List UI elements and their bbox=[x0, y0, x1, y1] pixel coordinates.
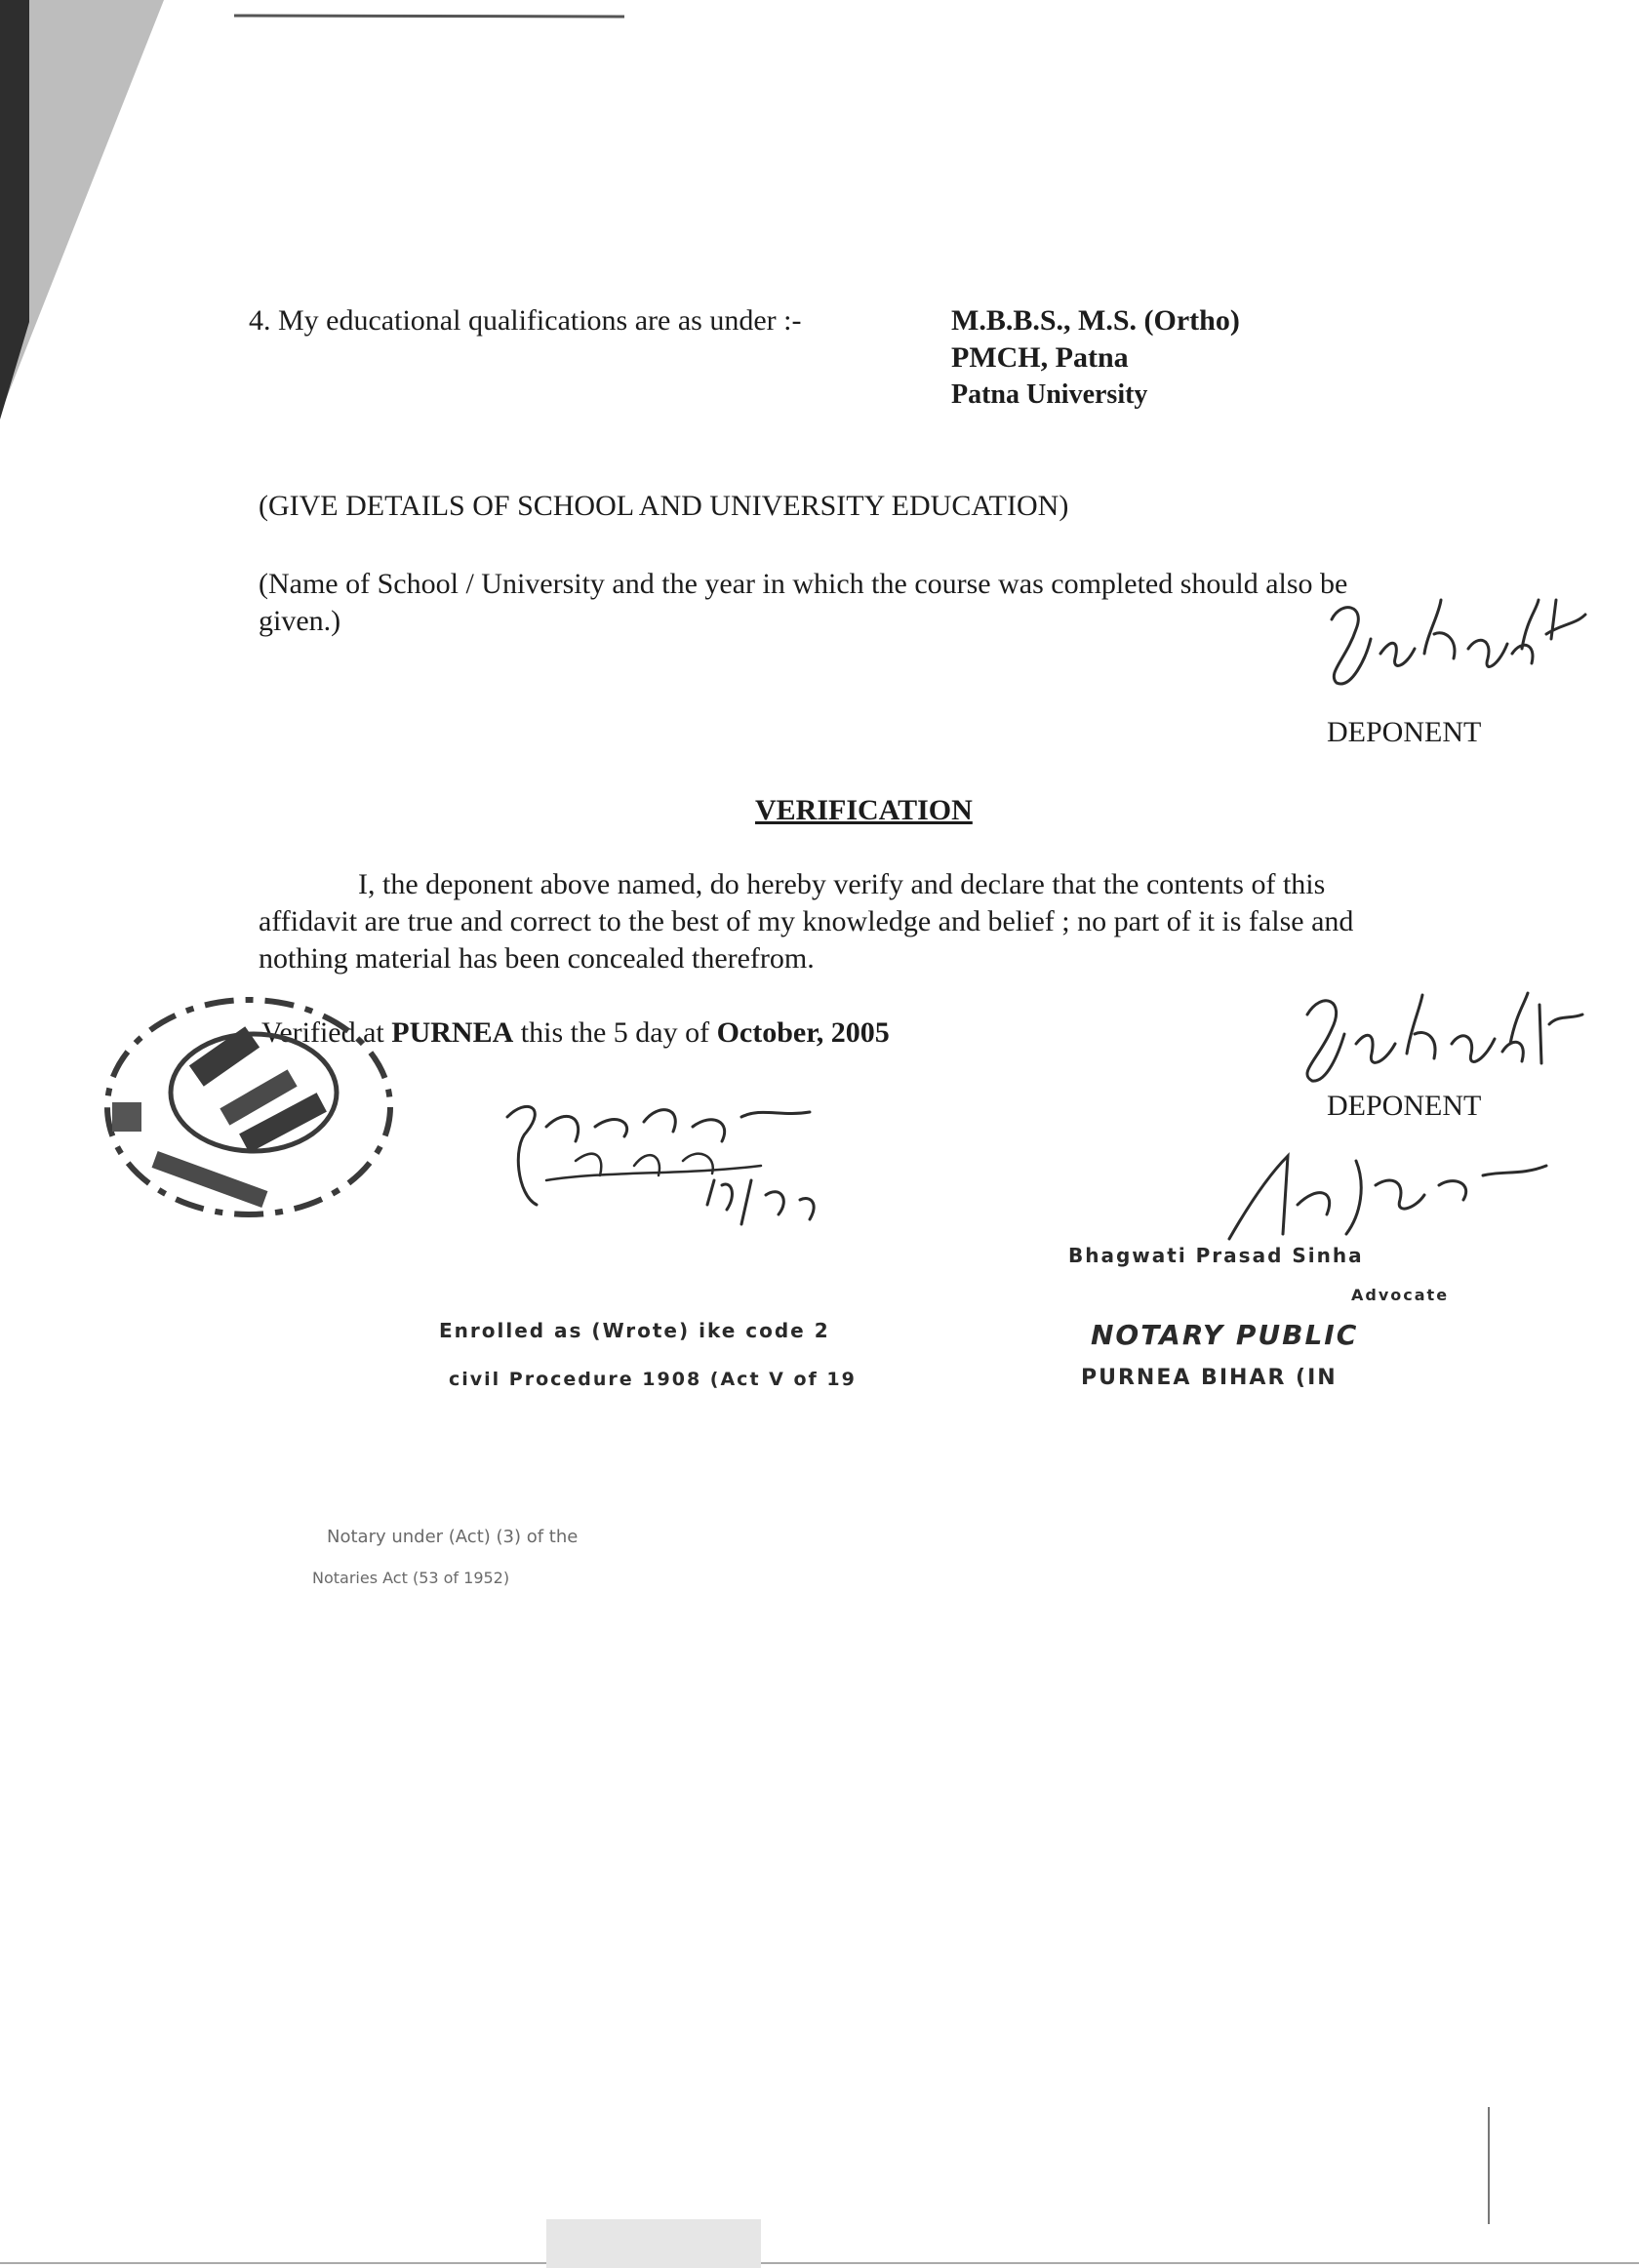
notary-stamp-title: Advocate bbox=[1351, 1286, 1450, 1304]
verification-para-line3: nothing material has been concealed therefrom. bbox=[259, 942, 815, 975]
scan-bottom-line bbox=[0, 2261, 1639, 2267]
verified-place: PURNEA bbox=[391, 1016, 514, 1049]
scan-corner-shadow bbox=[0, 0, 166, 419]
notary-stamp-name: Bhagwati Prasad Sinha bbox=[1068, 1244, 1364, 1267]
deponent-label-1: DEPONENT bbox=[1327, 716, 1482, 748]
qualification-college: PMCH, Patna bbox=[951, 341, 1129, 374]
notary-stamp-line1: NOTARY PUBLIC bbox=[1091, 1319, 1359, 1351]
verified-date-middle: this the 5 day of bbox=[513, 1016, 717, 1049]
identifier-stamp-line2: civil Procedure 1908 (Act V of 19 bbox=[449, 1369, 857, 1390]
qualification-university: Patna University bbox=[951, 379, 1148, 410]
identifier-stamp-line1: Enrolled as (Wrote) ike code 2 bbox=[439, 1319, 830, 1342]
instruction-line: (Name of School / University and the year in which the course was completed should also be bbox=[259, 568, 1348, 600]
lower-stamp-line1: Notary under (Act) (3) of the bbox=[327, 1527, 579, 1547]
instruction-heading: (GIVE DETAILS OF SCHOOL AND UNIVERSITY EDUCATION) bbox=[259, 490, 1069, 522]
notary-stamp-line2: PURNEA BIHAR (IN bbox=[1081, 1366, 1338, 1390]
verified-prefix: Verified at bbox=[261, 1016, 392, 1049]
item4-label: 4. My educational qualifications are as under :- bbox=[249, 304, 802, 337]
deponent-signature-1 bbox=[1312, 580, 1595, 688]
deponent-label-2: DEPONENT bbox=[1327, 1090, 1482, 1122]
scan-bottom-smudge bbox=[546, 2200, 761, 2268]
verification-para-line1: I, the deponent above named, do hereby verify and declare that the contents of this bbox=[358, 868, 1326, 900]
scan-right-line bbox=[1487, 2107, 1493, 2224]
deponent-signature-2 bbox=[1278, 975, 1590, 1083]
lower-stamp-line2: Notaries Act (53 of 1952) bbox=[312, 1569, 510, 1587]
instruction-line-end: given.) bbox=[259, 605, 341, 637]
identifier-signature bbox=[488, 1088, 898, 1263]
verified-month-year: October, 2005 bbox=[716, 1016, 890, 1049]
notary-signature bbox=[1210, 1146, 1561, 1253]
verification-heading: VERIFICATION bbox=[755, 794, 973, 826]
round-seal-stamp bbox=[93, 975, 405, 1229]
qualification-degree: M.B.B.S., M.S. (Ortho) bbox=[951, 304, 1240, 337]
verification-para-line2: affidavit are true and correct to the best of my knowledge and belief ; no part of it is false and bbox=[259, 905, 1354, 937]
scan-top-line bbox=[234, 14, 624, 20]
